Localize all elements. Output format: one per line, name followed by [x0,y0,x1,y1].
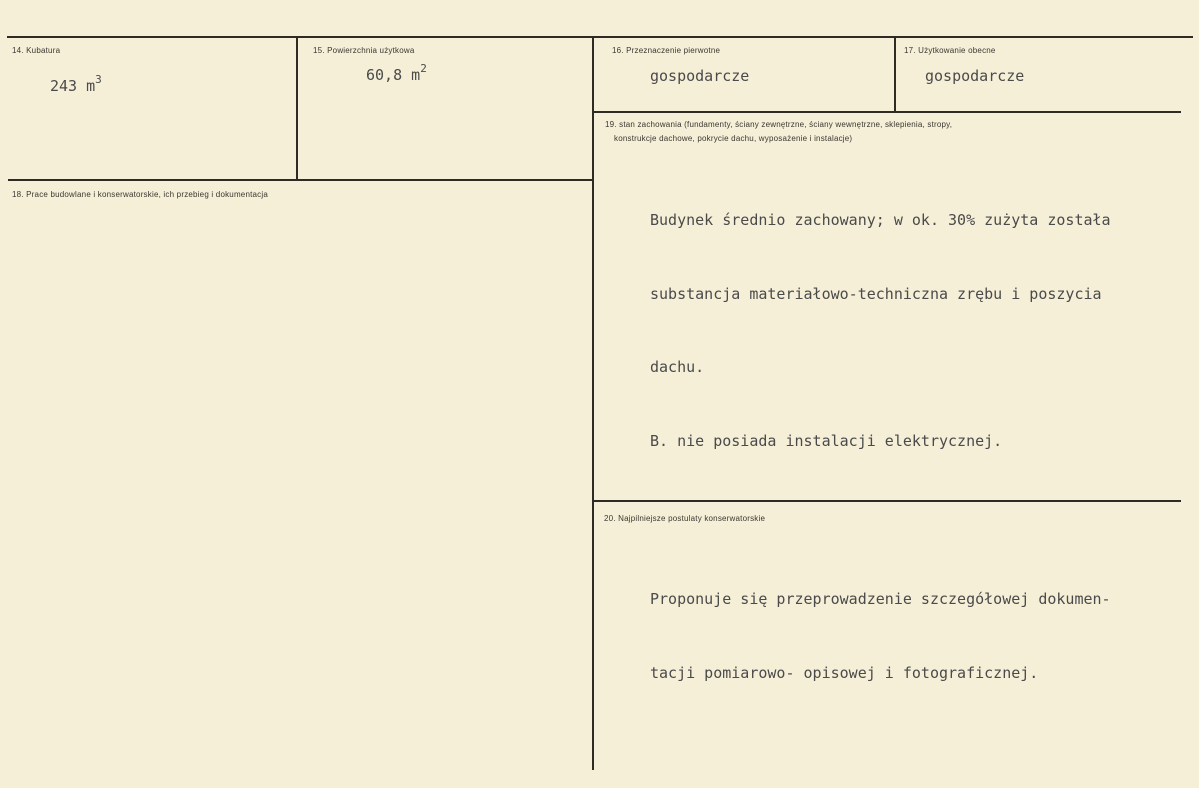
stan-line-3: dachu. [650,358,705,376]
divider-16-17 [894,37,896,112]
stan-line-4: B. nie posiada instalacji elektrycznej. [650,431,1003,450]
postulaty-text [650,538,1111,734]
postulaty-line-1: Proponuje się przeprowadzenie szczegółowej dokumen- [650,590,1111,608]
top-rule [7,36,1193,38]
kubatura-label: 14. Kubatura [12,46,61,55]
uzytkowanie-value: gospodarcze [925,67,1025,85]
kubatura-value [50,75,102,95]
stan-label-line2: konstrukcje dachowe, pokrycie dachu, wyposażenie i instalacje) [614,134,853,143]
rule-under-14-15 [8,179,594,181]
kubatura-number: 243 m [50,77,96,95]
powierzchnia-exponent: 2 [420,62,427,75]
przeznaczenie-label: 16. Przeznaczenie pierwotne [612,46,721,55]
rule-under-16-17 [593,111,1181,113]
kubatura-exponent: 3 [95,73,102,86]
prace-label: 18. Prace budowlane i konserwatorskie, ich przebieg i dokumentacja [12,190,269,199]
postulaty-line-2: tacji pomiarowo- opisowej i fotograficznej. [650,663,1039,682]
uzytkowanie-label: 17. Użytkowanie obecne [904,46,996,55]
stan-line-2: substancja materiałowo-techniczna zrębu i poszycia [650,284,1102,303]
postulaty-label: 20. Najpilniejsze postulaty konserwatorskie [604,514,766,523]
stan-line-1: Budynek średnio zachowany; w ok. 30% zużyta została [650,211,1111,229]
divider-14-15 [296,37,298,180]
przeznaczenie-value: gospodarcze [650,67,750,85]
divider-left-right [592,37,594,770]
stan-label-line1: 19. stan zachowania (fundamenty, ściany zewnętrzne, ściany wewnętrzne, sklepienia, stropy, [605,120,953,129]
powierzchnia-number: 60,8 m [366,66,421,84]
stan-text [650,159,1111,502]
powierzchnia-label: 15. Powierzchnia użytkowa [313,46,415,55]
powierzchnia-value [366,64,427,84]
